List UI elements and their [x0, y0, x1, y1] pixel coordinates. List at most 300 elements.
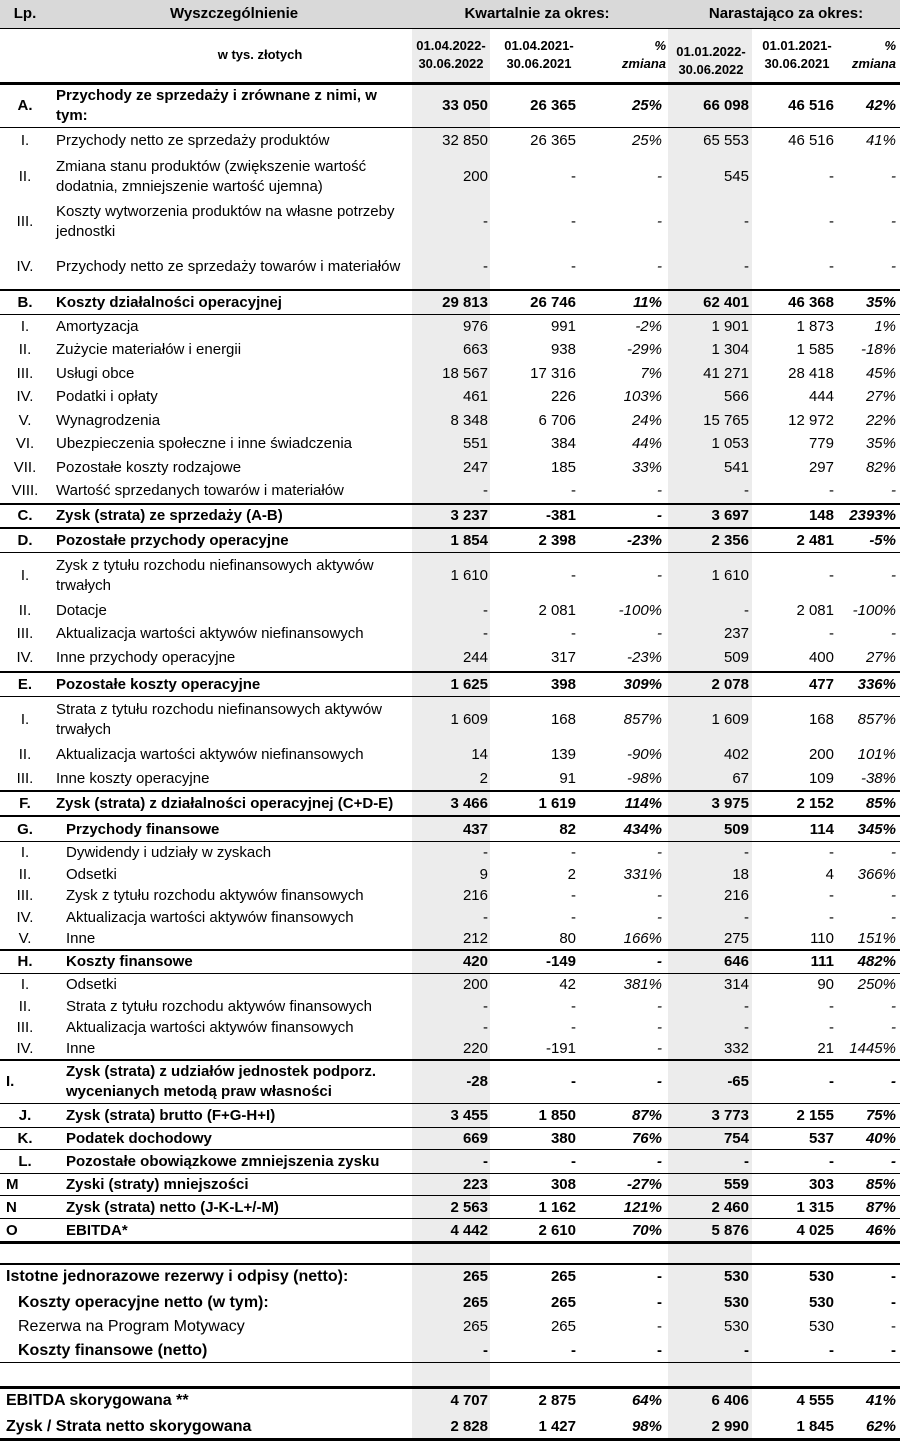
cell-q-current: 1 625	[450, 675, 488, 693]
header-q-previous: 01.04.2021- 30.06.2021	[504, 38, 574, 71]
cell-q-change: -	[657, 953, 662, 970]
table-row	[0, 1219, 900, 1242]
row-lp: I.	[20, 711, 30, 728]
row-lp: II.	[18, 341, 32, 358]
cell-q-change: -	[657, 567, 662, 584]
row-description: Zysk (strata) ze sprzedaży (A-B)	[56, 507, 283, 524]
cell-c-current: 509	[723, 648, 749, 666]
cell-c-previous: 4 555	[796, 1392, 834, 1409]
row-description: Istotne jednorazowe rezerwy i odpisy (netto):	[6, 1268, 349, 1285]
cell-q-change: 7%	[640, 364, 662, 382]
cell-c-previous: 148	[808, 507, 834, 524]
row-lp: IV.	[16, 1039, 34, 1057]
cell-q-change: -	[657, 213, 662, 230]
row-description: Amortyzacja	[56, 317, 139, 335]
table-row	[0, 432, 900, 456]
cell-c-current: -65	[727, 1073, 749, 1090]
cell-c-change: 101%	[857, 746, 896, 763]
cell-c-previous: -	[829, 625, 834, 642]
row-lp: I.	[20, 976, 30, 993]
cell-c-change: 42%	[865, 97, 896, 114]
row-lp: VIII.	[11, 481, 39, 499]
cell-q-current: 2 563	[450, 1198, 488, 1216]
cell-c-change: -	[891, 1318, 896, 1335]
row-divider	[0, 790, 900, 792]
table-row	[0, 974, 900, 996]
cell-q-change: 24%	[631, 411, 662, 429]
cell-c-previous: 46 368	[788, 293, 834, 311]
cell-q-current: 265	[462, 1268, 488, 1285]
cell-q-previous: 2 610	[538, 1221, 576, 1239]
cell-c-change: -38%	[860, 770, 896, 787]
row-description: Zysk / Strata netto skorygowana	[6, 1418, 252, 1435]
cell-q-current: -	[483, 481, 488, 499]
row-divider	[0, 949, 900, 951]
cell-q-current: -	[483, 1342, 488, 1359]
cell-c-change: -5%	[869, 531, 896, 549]
cell-q-change: -	[657, 887, 662, 904]
cell-c-previous: 2 481	[796, 531, 834, 549]
row-lp: III.	[16, 887, 34, 904]
cell-c-change: -	[891, 997, 896, 1015]
row-lp: V.	[18, 929, 32, 947]
cell-q-previous: 80	[559, 929, 576, 947]
cell-q-previous: -	[571, 887, 576, 904]
table-row	[0, 479, 900, 502]
cell-q-current: 976	[462, 317, 488, 335]
cell-c-change: 35%	[865, 293, 896, 311]
cell-c-change: 1%	[874, 317, 896, 335]
cell-c-previous: 530	[808, 1294, 834, 1311]
cell-q-current: 4 707	[450, 1392, 488, 1409]
table-row	[0, 907, 900, 928]
cell-q-current: 3 455	[450, 1107, 488, 1124]
row-description: Pozostałe koszty operacyjne	[56, 675, 261, 693]
cell-c-change: -	[891, 1294, 896, 1311]
cell-c-previous: 779	[808, 435, 834, 452]
row-lp: IV.	[16, 258, 34, 275]
cell-c-previous: -	[829, 997, 834, 1015]
row-divider	[0, 1362, 900, 1363]
cell-c-change: -	[891, 258, 896, 275]
table-row	[0, 791, 900, 816]
table-row	[0, 528, 900, 553]
table-row	[0, 950, 900, 974]
cell-c-current: -	[744, 258, 749, 275]
cell-q-previous: 938	[550, 341, 576, 358]
cell-c-current: 541	[723, 458, 749, 476]
cell-q-previous: 26 365	[530, 97, 576, 114]
cell-q-current: 247	[462, 458, 488, 476]
cell-q-change: -	[657, 908, 662, 926]
row-description: Zysk (strata) netto (J-K-L+/-M)	[66, 1198, 279, 1216]
cell-q-previous: 1 162	[538, 1198, 576, 1216]
header-c-previous: 01.01.2021- 30.06.2021	[762, 38, 832, 71]
table-row	[0, 385, 900, 409]
row-lp: F.	[19, 794, 31, 812]
header-c-change: % zmiana	[851, 38, 896, 71]
row-description: Koszty finansowe	[66, 953, 193, 970]
row-lp: C.	[17, 507, 33, 524]
cell-c-change: 151%	[857, 929, 896, 947]
cell-c-change: -	[891, 625, 896, 642]
cell-c-current: 5 876	[711, 1221, 749, 1239]
cell-c-previous: 111	[810, 953, 834, 970]
row-description: Podatki i opłaty	[56, 388, 158, 405]
header-row	[0, 0, 900, 28]
row-lp: II.	[18, 168, 32, 185]
cell-c-change: 482%	[857, 953, 896, 970]
row-description: Przychody ze sprzedaży i zrównane z nimi, w tym:	[56, 87, 377, 124]
row-description: Usługi obce	[56, 364, 135, 382]
cell-c-current: 332	[723, 1039, 749, 1057]
cell-q-change: -98%	[626, 770, 662, 787]
row-lp: III.	[16, 625, 34, 642]
row-description: Zysk z tytułu rozchodu niefinansowych aktywów trwałych	[56, 557, 374, 594]
cell-c-change: 45%	[865, 364, 896, 382]
cell-c-previous: 444	[808, 388, 834, 405]
table-row	[0, 864, 900, 885]
row-lp: VI.	[15, 435, 35, 452]
cell-q-previous: -191	[545, 1039, 576, 1057]
row-description: Ubezpieczenia społeczne i inne świadczenia	[56, 435, 353, 452]
table-row	[0, 504, 900, 528]
cell-q-change: -	[657, 997, 662, 1015]
cell-c-previous: 1 585	[796, 341, 834, 358]
cell-q-previous: 380	[550, 1130, 576, 1147]
cell-c-change: -	[891, 567, 896, 584]
table-row	[0, 599, 900, 622]
cell-q-change: 331%	[623, 865, 662, 883]
cell-c-previous: -	[829, 213, 834, 230]
header-c-current: 01.01.2022- 30.06.2022	[676, 44, 746, 77]
cell-c-current: 2 990	[711, 1418, 749, 1435]
cell-q-previous: 317	[550, 648, 576, 666]
table-row	[0, 128, 900, 154]
row-description: Dywidendy i udziały w zyskach	[66, 844, 272, 861]
table-row	[0, 1128, 900, 1150]
cell-q-change: 857%	[623, 711, 662, 728]
table-row	[0, 456, 900, 479]
row-description: Rezerwa na Program Motywacy	[18, 1318, 245, 1335]
cell-c-current: -	[744, 844, 749, 861]
cell-q-change: -	[657, 844, 662, 861]
cell-c-previous: 1 873	[796, 317, 834, 335]
cell-q-current: -28	[466, 1073, 488, 1090]
cell-c-current: 67	[732, 770, 749, 787]
cell-c-current: 2 460	[711, 1198, 749, 1216]
cell-q-previous: -	[571, 1342, 576, 1359]
cell-q-current: -	[483, 213, 488, 230]
row-description: Inne koszty operacyjne	[56, 770, 210, 787]
row-description: Zysk z tytułu rozchodu aktywów finansowych	[66, 887, 364, 904]
cell-q-current: 265	[462, 1294, 488, 1311]
cell-q-previous: 1 619	[538, 794, 576, 812]
table-row	[0, 646, 900, 669]
row-lp: V.	[18, 411, 32, 429]
cell-q-previous: 91	[559, 770, 576, 787]
cell-q-change: 434%	[623, 820, 662, 838]
cell-c-previous: 1 315	[796, 1198, 834, 1216]
cell-q-change: 70%	[631, 1221, 662, 1239]
cell-c-change: -18%	[860, 341, 896, 358]
cell-q-change: -23%	[626, 648, 662, 666]
cell-q-previous: -149	[545, 953, 576, 970]
cell-c-previous: 46 516	[788, 132, 834, 149]
cell-c-previous: 4	[825, 865, 834, 883]
cell-c-change: 22%	[865, 411, 896, 429]
cell-q-previous: 26 365	[530, 132, 576, 149]
cell-q-previous: -	[571, 567, 576, 584]
cell-c-change: 85%	[865, 794, 896, 812]
cell-q-change: 11%	[633, 293, 662, 311]
cell-q-current: 223	[462, 1176, 488, 1193]
cell-q-current: -	[483, 601, 488, 619]
row-lp: III.	[16, 364, 34, 382]
cell-q-previous: 168	[550, 711, 576, 728]
cell-q-change: -27%	[626, 1176, 662, 1193]
cell-c-current: -	[744, 213, 749, 230]
cell-c-previous: -	[829, 481, 834, 499]
cell-c-change: 27%	[865, 648, 896, 666]
row-divider	[0, 671, 900, 673]
cell-c-current: 65 553	[703, 132, 749, 149]
table-row	[0, 1316, 900, 1338]
cell-q-change: 64%	[631, 1392, 662, 1409]
cell-q-current: 3 237	[450, 507, 488, 524]
header-description: Wyszczególnienie	[170, 5, 299, 22]
table-row	[0, 622, 900, 646]
row-lp: II.	[18, 865, 32, 883]
cell-q-change: -100%	[618, 601, 662, 619]
cell-q-previous: -381	[545, 507, 576, 524]
cell-q-change: -	[657, 1153, 662, 1170]
table-row	[0, 1338, 900, 1364]
cell-q-current: 461	[462, 388, 488, 405]
cell-c-change: 2393%	[849, 507, 896, 524]
row-divider	[0, 503, 900, 505]
table-row	[0, 1060, 900, 1104]
cell-q-change: 25%	[631, 132, 662, 149]
table-row	[0, 1388, 900, 1414]
table-row	[0, 928, 900, 949]
cell-c-previous: 530	[808, 1268, 834, 1285]
cell-c-current: 754	[723, 1130, 749, 1147]
cell-c-change: -	[891, 1342, 896, 1359]
cell-c-previous: 400	[808, 648, 834, 666]
cell-q-previous: -	[571, 481, 576, 499]
table-row	[0, 697, 900, 743]
row-lp: N	[6, 1198, 17, 1216]
cell-q-change: 98%	[631, 1418, 662, 1435]
table-row	[0, 1264, 900, 1290]
cell-q-current: 2	[479, 770, 488, 787]
table-row	[0, 338, 900, 362]
cell-c-previous: 4 025	[796, 1221, 834, 1239]
row-description: Aktualizacja wartości aktywów finansowych	[66, 908, 354, 926]
row-description: Inne	[66, 929, 96, 947]
cell-c-current: 530	[723, 1318, 749, 1335]
cell-q-previous: 398	[550, 675, 576, 693]
table-row	[0, 553, 900, 599]
cell-q-current: 551	[462, 435, 488, 452]
row-lp: O	[6, 1221, 18, 1239]
row-lp: E.	[17, 675, 33, 693]
cell-q-previous: -	[571, 1073, 576, 1090]
cell-q-change: -	[657, 1268, 662, 1285]
cell-c-previous: 2 155	[796, 1107, 834, 1124]
row-description: EBITDA skorygowana **	[6, 1392, 189, 1409]
cell-q-change: -	[657, 1318, 662, 1335]
cell-q-change: -	[657, 507, 662, 524]
cell-q-previous: 1 427	[538, 1418, 576, 1435]
row-description: Aktualizacja wartości aktywów niefinansowych	[56, 625, 364, 642]
cell-q-previous: -	[571, 258, 576, 275]
cell-q-previous: -	[571, 1018, 576, 1036]
cell-c-previous: 2 081	[796, 601, 834, 619]
cell-c-previous: 90	[817, 976, 834, 993]
table-row	[0, 290, 900, 315]
table-row	[0, 672, 900, 697]
cell-c-change: 41%	[865, 132, 896, 149]
cell-q-change: -	[657, 1073, 662, 1090]
row-description: Koszty finansowe (netto)	[18, 1342, 208, 1359]
cell-q-previous: 265	[550, 1294, 576, 1311]
table-row	[0, 885, 900, 907]
row-description: Podatek dochodowy	[66, 1130, 212, 1147]
cell-c-change: 87%	[865, 1198, 896, 1216]
cell-q-previous: 1 850	[538, 1107, 576, 1124]
cell-c-current: 530	[723, 1294, 749, 1311]
row-lp: II.	[18, 601, 32, 619]
table-row	[0, 1038, 900, 1059]
cell-q-current: 1 854	[450, 531, 488, 549]
cell-q-previous: 2 875	[538, 1392, 576, 1409]
cell-q-previous: 82	[559, 820, 576, 838]
cell-c-change: -	[891, 1018, 896, 1036]
cell-q-current: 1 609	[450, 711, 488, 728]
table-row	[0, 1414, 900, 1440]
cell-c-current: -	[744, 601, 749, 619]
cell-c-change: -	[891, 481, 896, 499]
cell-c-change: -100%	[852, 601, 896, 619]
cell-q-change: -90%	[626, 746, 662, 763]
cell-c-current: 1 901	[711, 317, 749, 335]
row-lp: IV.	[16, 388, 34, 405]
cell-c-previous: 530	[808, 1318, 834, 1335]
cell-c-change: 46%	[865, 1221, 896, 1239]
cell-q-change: 103%	[623, 388, 662, 405]
cell-q-previous: 2 398	[538, 531, 576, 549]
row-lp: K.	[17, 1130, 33, 1147]
row-lp: G.	[17, 820, 33, 838]
header-q-current: 01.04.2022- 30.06.2022	[416, 38, 486, 71]
table-row	[0, 817, 900, 842]
cell-c-previous: 12 972	[788, 411, 834, 429]
cell-c-previous: -	[829, 1153, 834, 1170]
table-row	[0, 1104, 900, 1128]
cell-c-change: 336%	[857, 675, 896, 693]
header-units: w tys. złotych	[217, 47, 303, 62]
cell-c-change: 85%	[865, 1176, 896, 1193]
table-row	[0, 409, 900, 432]
cell-c-current: 646	[723, 953, 749, 970]
row-lp: II.	[18, 746, 32, 763]
row-divider	[0, 1242, 900, 1244]
cell-c-current: -	[744, 997, 749, 1015]
cell-q-change: 33%	[631, 458, 662, 476]
table-row	[0, 767, 900, 791]
cell-q-previous: 6 706	[538, 411, 576, 429]
cell-c-change: 27%	[865, 388, 896, 405]
cell-q-current: 1 610	[450, 567, 488, 584]
cell-c-current: 1 304	[711, 341, 749, 358]
row-description: Odsetki	[66, 976, 117, 993]
cell-c-previous: -	[829, 844, 834, 861]
cell-q-current: 29 813	[442, 293, 488, 311]
cell-q-previous: 139	[550, 746, 576, 763]
cell-q-current: 2 828	[450, 1418, 488, 1435]
cell-q-current: -	[483, 258, 488, 275]
cell-q-current: 265	[462, 1318, 488, 1335]
row-description: Zysk (strata) z udziałów jednostek podporz. wycenianych metodą praw własności	[66, 1063, 377, 1100]
cell-q-previous: 991	[550, 317, 576, 335]
cell-c-change: 1445%	[849, 1039, 896, 1057]
row-description: Pozostałe przychody operacyjne	[56, 531, 289, 549]
cell-q-change: -	[657, 1294, 662, 1311]
table-row	[0, 996, 900, 1017]
cell-c-current: 2 078	[711, 675, 749, 693]
table-row	[0, 1196, 900, 1219]
row-description: Odsetki	[66, 865, 117, 883]
cell-q-change: -	[657, 481, 662, 499]
table-row	[0, 743, 900, 767]
cell-q-change: -29%	[626, 341, 662, 358]
row-divider	[0, 82, 900, 84]
cell-c-change: -	[891, 887, 896, 904]
cell-q-change: 25%	[631, 97, 662, 114]
cell-c-current: 314	[723, 976, 749, 993]
cell-c-current: 2 356	[711, 531, 749, 549]
cell-q-previous: 226	[550, 388, 576, 405]
row-lp: I.	[20, 317, 30, 335]
cell-q-previous: -	[571, 997, 576, 1015]
row-lp: I.	[20, 844, 30, 861]
cell-c-current: -	[744, 1153, 749, 1170]
cell-q-current: 220	[462, 1039, 488, 1057]
cell-q-previous: 17 316	[530, 364, 576, 382]
cell-c-current: 545	[723, 168, 749, 185]
cell-c-current: -	[744, 481, 749, 499]
row-description: Pozostałe obowiązkowe zmniejszenia zysku	[66, 1153, 380, 1170]
cell-q-previous: -	[571, 625, 576, 642]
cell-q-change: 44%	[631, 435, 662, 452]
cell-c-current: 15 765	[703, 411, 749, 429]
cell-c-current: -	[744, 908, 749, 926]
cell-c-current: 275	[723, 929, 749, 947]
row-description: Koszty operacyjne netto (w tym):	[18, 1294, 269, 1311]
cell-c-current: -	[744, 1018, 749, 1036]
cell-c-previous: 28 418	[788, 364, 834, 382]
row-divider	[0, 1386, 900, 1388]
cell-q-previous: 185	[550, 458, 576, 476]
cell-q-previous: -	[571, 844, 576, 861]
cell-q-change: -	[657, 258, 662, 275]
cell-q-current: 3 466	[450, 794, 488, 812]
cell-c-change: 35%	[865, 435, 896, 452]
cell-c-previous: 110	[810, 929, 834, 947]
cell-q-current: 4 442	[450, 1221, 488, 1239]
